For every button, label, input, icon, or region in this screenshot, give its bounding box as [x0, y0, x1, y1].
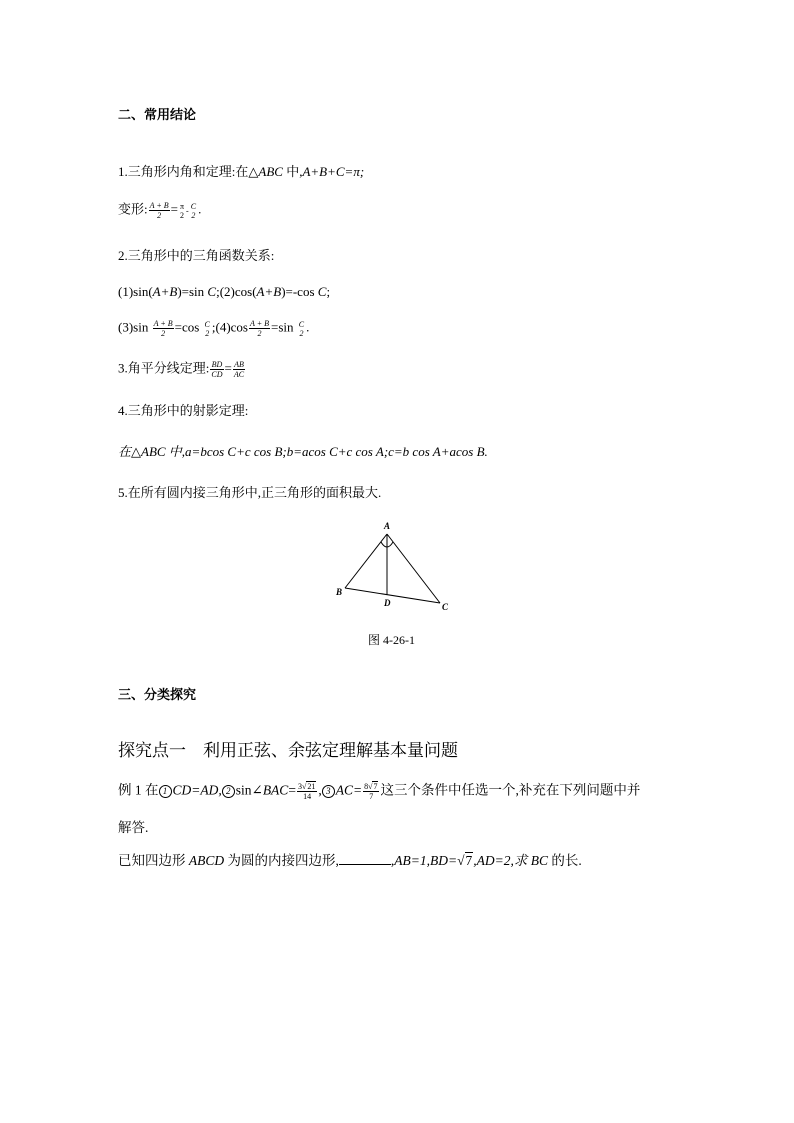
- minus-sign: -: [186, 206, 189, 216]
- item-1-equation: A+B+C=π;: [302, 164, 365, 179]
- frac-den: AC: [233, 370, 245, 379]
- item-1-conn: 中,: [282, 164, 303, 179]
- item-5-max-area: 5.在所有圆内接三角形中,正三角形的面积最大.: [118, 485, 382, 500]
- frac-num: π: [180, 201, 185, 211]
- period: .: [198, 201, 202, 217]
- side-bc: [345, 588, 440, 603]
- frac-num: C: [190, 201, 197, 211]
- frac-den: 2: [191, 210, 196, 220]
- text: ,: [390, 853, 395, 868]
- text: ;: [326, 284, 331, 299]
- frac-num: [297, 782, 317, 792]
- text: ;(4)cos: [211, 319, 248, 335]
- text: sin∠: [235, 782, 263, 798]
- frac-den: 2: [205, 328, 210, 338]
- item-2-heading: 2.三角形中的三角函数关系:: [118, 248, 275, 263]
- condition-1: CD=AD,: [172, 782, 222, 798]
- text: 已知四边形: [118, 853, 189, 868]
- text: 为圆的内接四边形,: [224, 853, 339, 868]
- text: 3.角平分线定理:: [118, 360, 210, 376]
- text: )=-cos: [281, 284, 318, 299]
- text: 这三个条件中任选一个,补充在下列问题中并: [380, 782, 641, 798]
- item-4-heading: 4.三角形中的射影定理:: [118, 403, 249, 418]
- frac-den: 2: [299, 328, 304, 338]
- frac-den: 14: [303, 792, 312, 801]
- var: A+B: [152, 284, 178, 299]
- text: )=sin: [177, 284, 208, 299]
- frac-den: 2: [157, 211, 162, 220]
- text: (3)sin: [118, 319, 152, 335]
- fraction-3sqrt21-over-14: [297, 782, 317, 801]
- example-1-line-3: [118, 853, 582, 869]
- sqrt: √21: [301, 782, 316, 791]
- figure-caption: 图 4-26-1: [368, 633, 415, 647]
- variant-label: 变形:: [118, 201, 148, 217]
- quad-name: ABCD: [188, 853, 225, 868]
- circled-number: 2: [222, 785, 235, 798]
- var: BC: [530, 853, 549, 868]
- side-ab: [345, 534, 387, 588]
- var: A+B: [256, 284, 282, 299]
- text: .: [306, 319, 310, 335]
- frac-num: A + B: [250, 319, 270, 328]
- equals-sign: =: [170, 201, 178, 217]
- text: ,: [318, 782, 322, 798]
- frac-num: BD: [211, 360, 223, 369]
- section-heading-conclusions: 二、常用结论: [118, 108, 197, 123]
- radicand: 7: [373, 782, 378, 791]
- text: ,AD=2,求: [473, 853, 531, 868]
- frac-den: 2: [257, 329, 262, 338]
- var: BAC: [262, 782, 289, 798]
- frac-den: 2: [161, 329, 166, 338]
- frac-num: A + B: [149, 201, 169, 210]
- vertex-label-b: B: [336, 587, 343, 597]
- frac-num: C: [298, 319, 305, 329]
- text: =sin: [271, 319, 297, 335]
- circled-number: 3: [322, 785, 335, 798]
- radicand: 7: [465, 853, 473, 868]
- var: C: [207, 284, 217, 299]
- frac-num: AB: [234, 360, 244, 369]
- text: 例 1 在: [118, 782, 159, 798]
- example-1-line-1: [118, 782, 640, 801]
- fraction-8sqrt7-over-7: [363, 782, 379, 801]
- side-ac: [387, 534, 440, 603]
- frac-den: CD: [211, 370, 223, 379]
- example-1-line-2: 解答.: [118, 820, 149, 835]
- sqrt: √7: [368, 782, 378, 791]
- vertex-label-a: A: [384, 521, 391, 531]
- answer-blank[interactable]: [339, 853, 391, 865]
- triangle-name: ABC: [258, 164, 283, 179]
- text: ;(2)cos(: [216, 284, 257, 299]
- frac-num: C: [204, 319, 210, 329]
- point-label-d: D: [384, 598, 391, 608]
- var: C: [317, 284, 327, 299]
- section-heading-exploration: 三、分类探究: [118, 688, 197, 703]
- subheading-point-1: 探究点一 利用正弦、余弦定理解基本量问题: [118, 741, 458, 761]
- coef: 8: [364, 782, 369, 791]
- sqrt: √7: [457, 853, 473, 868]
- coef: 3: [297, 782, 302, 791]
- frac-den: 7: [369, 792, 374, 801]
- text: =cos: [174, 319, 203, 335]
- item-4-projection-theorem: 在△ABC 中,a=bcos C+c cos B;b=acos C+c cos A;c=b cos A+acos B.: [118, 444, 488, 459]
- vertex-label-c: C: [442, 602, 449, 612]
- circled-number: 1: [159, 785, 172, 798]
- frac-num: A + B: [153, 319, 173, 328]
- item-1-text: 1.三角形内角和定理:在△: [118, 164, 259, 179]
- text: (1)sin(: [118, 284, 153, 299]
- frac-num: [363, 782, 379, 792]
- text: =: [288, 782, 296, 798]
- frac-den: 2: [180, 210, 185, 220]
- condition-3: AC=: [335, 782, 363, 798]
- text: AB=1,BD=: [394, 853, 458, 868]
- equals-sign: =: [224, 360, 232, 376]
- radicand: 21: [307, 782, 316, 791]
- text: 的长.: [548, 853, 582, 868]
